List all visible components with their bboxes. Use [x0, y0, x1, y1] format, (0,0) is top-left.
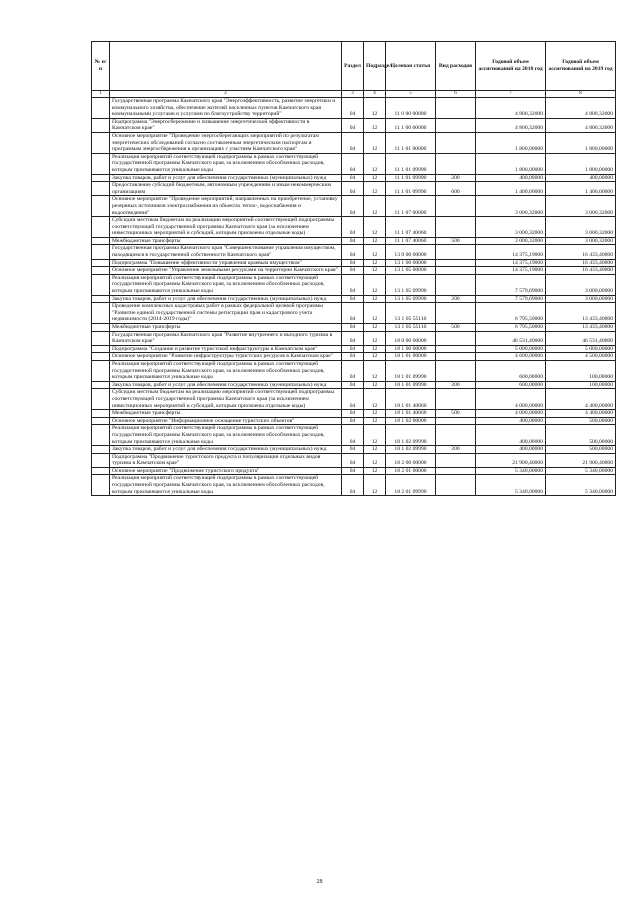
cell-subsection: 12 [364, 475, 386, 496]
cell-section: 04 [342, 417, 364, 425]
cell-name: Межбюджетные трансферты [110, 410, 342, 418]
cell-subsection: 12 [364, 381, 386, 389]
cell-row-number [92, 389, 110, 410]
table-row [92, 331, 616, 345]
cell-expense-type [436, 467, 476, 475]
cell-expense-type [436, 475, 476, 496]
cell-row-number [92, 217, 110, 238]
table-row [92, 475, 616, 496]
cell-subsection: 12 [364, 446, 386, 454]
cell-section: 04 [342, 381, 364, 389]
cell-row-number [92, 245, 110, 259]
cell-row-number [92, 174, 110, 182]
column-number: 6 [436, 91, 476, 98]
cell-amount-2018: 21 900,40000 [476, 453, 546, 467]
cell-row-number [92, 467, 110, 475]
cell-amount-2018: 7 579,69000 [476, 295, 546, 303]
column-number: 3 [342, 91, 364, 98]
cell-section: 04 [342, 389, 364, 410]
column-number: 8 [546, 91, 616, 98]
cell-amount-2018: 1 800,00000 [476, 132, 546, 153]
table-row [92, 217, 616, 238]
cell-row-number [92, 324, 110, 332]
cell-target-article: 11 1 01 09990 [386, 174, 436, 182]
cell-amount-2018: 400,00000 [476, 425, 546, 446]
cell-amount-2019: 46 531,40000 [546, 331, 616, 345]
cell-expense-type [436, 353, 476, 361]
cell-section: 04 [342, 353, 364, 361]
cell-amount-2019: 4 400,00000 [546, 389, 616, 410]
cell-expense-type [436, 331, 476, 345]
cell-name: Субсидии местным бюджетам на реализацию мероприятий соответствующей подпрограммы соответствующей государственной программы Камчатского края (за исключением инвестиционных мероприятий и субсидий, которым присвоены отдельные коды) [110, 217, 342, 238]
cell-row-number [92, 381, 110, 389]
cell-name: Реализация мероприятий соответствующей подпрограммы в рамках соответствующей государственной программы Камчатского края, за исключением обособленных расходов, которым присваиваются уникальные коды [110, 274, 342, 295]
cell-amount-2018: 3 000,32000 [476, 196, 546, 217]
cell-target-article: 18 2 01 09990 [386, 475, 436, 496]
cell-amount-2018: 1 400,00000 [476, 182, 546, 196]
table-row [92, 345, 616, 353]
cell-amount-2019: 1 400,00000 [546, 182, 616, 196]
cell-amount-2019: 1 800,00000 [546, 132, 616, 153]
cell-row-number [92, 303, 110, 324]
cell-row-number [92, 274, 110, 295]
cell-amount-2019: 16 433,40000 [546, 259, 616, 267]
table-row [92, 353, 616, 361]
cell-name: Реализация мероприятий соответствующей подпрограммы в рамках соответствующей государственной программы Камчатского края, за исключением обособленных расходов, которым присваиваются уникальные коды [110, 475, 342, 496]
cell-row-number [92, 182, 110, 196]
cell-name: Основное мероприятие "Проведение энергосберегающих мероприятий по результатам энергетических обследований согласно составленным энергетическим паспортам и программам энергосбережения в организациях с участием Камчатского края" [110, 132, 342, 153]
cell-expense-type [436, 303, 476, 324]
cell-section: 04 [342, 245, 364, 259]
cell-expense-type [436, 267, 476, 275]
table-row [92, 453, 616, 467]
cell-name: Государственная программа Камчатского края "Энергоэффективность, развитие энергетики и коммунального хозяйства, обеспечение жителей населенных пунктов Камчатского края коммунальными услугами и услугами по благоустройству территорий" [110, 98, 342, 119]
cell-subsection: 12 [364, 98, 386, 119]
cell-amount-2019: 4 800,32000 [546, 98, 616, 119]
header-target-article: Целевая статья [386, 42, 436, 91]
cell-amount-2019: 500,00000 [546, 417, 616, 425]
table-row [92, 237, 616, 245]
cell-amount-2019: 100,00000 [546, 360, 616, 381]
cell-section: 04 [342, 446, 364, 454]
cell-target-article: 18 1 01 40060 [386, 410, 436, 418]
cell-amount-2018: 6 795,50000 [476, 303, 546, 324]
cell-section: 04 [342, 237, 364, 245]
cell-amount-2018: 14 375,19000 [476, 259, 546, 267]
cell-row-number [92, 360, 110, 381]
cell-name: Основное мероприятие "Информационное оснащение туристских объектов" [110, 417, 342, 425]
cell-section: 04 [342, 174, 364, 182]
cell-expense-type [436, 98, 476, 119]
cell-row-number [92, 417, 110, 425]
cell-subsection: 12 [364, 425, 386, 446]
cell-subsection: 12 [364, 267, 386, 275]
cell-target-article: 18 1 01 40060 [386, 389, 436, 410]
cell-amount-2018: 4 000,00000 [476, 410, 546, 418]
column-number: 4 [364, 91, 386, 98]
cell-amount-2019: 5 000,00000 [546, 345, 616, 353]
cell-expense-type [436, 274, 476, 295]
cell-amount-2018: 600,00000 [476, 381, 546, 389]
cell-expense-type [436, 345, 476, 353]
cell-amount-2018: 5 000,00000 [476, 345, 546, 353]
cell-subsection: 12 [364, 132, 386, 153]
cell-amount-2019: 400,00000 [546, 174, 616, 182]
cell-name: Подпрограмма "Повышение эффективности управления краевым имуществом" [110, 259, 342, 267]
cell-target-article: 18 1 01 09990 [386, 381, 436, 389]
cell-amount-2019: 3 000,00000 [546, 274, 616, 295]
cell-section: 04 [342, 303, 364, 324]
cell-expense-type: 600 [436, 182, 476, 196]
cell-target-article: 11 1 07 40060 [386, 217, 436, 238]
cell-section: 04 [342, 274, 364, 295]
cell-section: 04 [342, 324, 364, 332]
cell-name: Проведение комплексных кадастровых работ в рамках федеральной целевой программы "Развитие единой государственной системы регистрации прав и кадастрового учета недвижимости (2014-2019 годы)" [110, 303, 342, 324]
cell-name: Закупка товаров, работ и услуг для обеспечения государственных (муниципальных) нужд [110, 446, 342, 454]
cell-amount-2018: 400,00000 [476, 174, 546, 182]
cell-target-article: 18 1 02 09990 [386, 446, 436, 454]
cell-row-number [92, 331, 110, 345]
table-row [92, 259, 616, 267]
cell-row-number [92, 353, 110, 361]
cell-subsection: 12 [364, 467, 386, 475]
cell-expense-type: 200 [436, 295, 476, 303]
cell-row-number [92, 345, 110, 353]
cell-amount-2019: 100,00000 [546, 381, 616, 389]
cell-amount-2018: 14 375,19000 [476, 245, 546, 259]
table-row [92, 381, 616, 389]
cell-target-article: 13 1 05 09990 [386, 274, 436, 295]
table-row [92, 360, 616, 381]
cell-amount-2019: 3 000,32000 [546, 217, 616, 238]
table-row [92, 295, 616, 303]
cell-section: 04 [342, 118, 364, 132]
cell-target-article: 11 1 00 00000 [386, 118, 436, 132]
cell-expense-type [436, 425, 476, 446]
cell-amount-2019: 5 340,00000 [546, 475, 616, 496]
cell-subsection: 12 [364, 153, 386, 174]
cell-expense-type: 200 [436, 174, 476, 182]
header-section: Раздел [342, 42, 364, 91]
cell-amount-2019: 500,00000 [546, 425, 616, 446]
cell-amount-2018: 1 800,00000 [476, 153, 546, 174]
cell-expense-type: 200 [436, 381, 476, 389]
cell-amount-2019: 13 433,40000 [546, 324, 616, 332]
cell-target-article: 13 1 00 00000 [386, 259, 436, 267]
cell-amount-2018: 3 000,32000 [476, 237, 546, 245]
cell-amount-2019: 3 000,32000 [546, 196, 616, 217]
cell-name: Основное мероприятие "Продвижение туристского продукта" [110, 467, 342, 475]
cell-amount-2019: 1 800,00000 [546, 153, 616, 174]
header-row-number: № п/п [92, 42, 110, 91]
cell-name: Подпрограмма "Продвижение туристского продукта и популяризация отдельных видов туризма в Камчатском крае" [110, 453, 342, 467]
cell-section: 04 [342, 360, 364, 381]
cell-target-article: 11 1 01 09990 [386, 182, 436, 196]
cell-section: 04 [342, 267, 364, 275]
table-row [92, 467, 616, 475]
table-row [92, 153, 616, 174]
table-row [92, 417, 616, 425]
cell-section: 04 [342, 475, 364, 496]
cell-expense-type [436, 118, 476, 132]
cell-subsection: 12 [364, 237, 386, 245]
cell-name: Реализация мероприятий соответствующей подпрограммы в рамках соответствующей государственной программы Камчатского края, за исключением обособленных расходов, которым присваиваются уникальные коды [110, 425, 342, 446]
cell-target-article: 18 2 00 00000 [386, 453, 436, 467]
cell-subsection: 12 [364, 118, 386, 132]
table-row [92, 274, 616, 295]
cell-target-article: 11 1 07 00000 [386, 196, 436, 217]
cell-target-article: 18 1 00 00000 [386, 345, 436, 353]
column-number: 5 [386, 91, 436, 98]
cell-amount-2019: 4 800,32000 [546, 118, 616, 132]
cell-name: Межбюджетные трансферты [110, 237, 342, 245]
cell-amount-2018: 5 340,00000 [476, 467, 546, 475]
cell-amount-2018: 4 800,32000 [476, 118, 546, 132]
cell-expense-type [436, 245, 476, 259]
table-row [92, 132, 616, 153]
cell-amount-2019: 16 433,40000 [546, 267, 616, 275]
cell-expense-type [436, 153, 476, 174]
cell-name: Подпрограмма "Энергосбережение и повышение энергетической эффективности в Камчатском крае" [110, 118, 342, 132]
cell-subsection: 12 [364, 353, 386, 361]
cell-section: 04 [342, 295, 364, 303]
cell-target-article: 13 1 05 55110 [386, 324, 436, 332]
cell-expense-type: 500 [436, 237, 476, 245]
cell-target-article: 13 1 05 55110 [386, 303, 436, 324]
cell-expense-type [436, 259, 476, 267]
cell-target-article: 13 0 00 00000 [386, 245, 436, 259]
cell-subsection: 12 [364, 259, 386, 267]
table-row [92, 245, 616, 259]
cell-section: 04 [342, 259, 364, 267]
table-row [92, 267, 616, 275]
cell-subsection: 12 [364, 182, 386, 196]
cell-amount-2018: 46 531,40000 [476, 331, 546, 345]
page-number: 28 [316, 879, 323, 885]
table-row [92, 410, 616, 418]
cell-name: Основное мероприятие "Проведение мероприятий, направленных на приобретение, установку резервных источников электроснабжения на объектах тепло-, водоснабжения и водоотведения" [110, 196, 342, 217]
cell-expense-type [436, 360, 476, 381]
table-row [92, 174, 616, 182]
cell-subsection: 12 [364, 217, 386, 238]
cell-name: Основное мероприятие "Управление земельными ресурсами на территории Камчатского края" [110, 267, 342, 275]
cell-name: Закупка товаров, работ и услуг для обеспечения государственных (муниципальных) нужд [110, 381, 342, 389]
cell-amount-2019: 500,00000 [546, 446, 616, 454]
cell-subsection: 12 [364, 245, 386, 259]
cell-target-article: 18 1 02 09990 [386, 425, 436, 446]
cell-amount-2018: 4 600,00000 [476, 353, 546, 361]
cell-amount-2018: 14 375,19000 [476, 267, 546, 275]
table-row [92, 98, 616, 119]
cell-amount-2019: 21 900,40000 [546, 453, 616, 467]
cell-expense-type: 200 [436, 446, 476, 454]
cell-subsection: 12 [364, 331, 386, 345]
column-number-row [92, 91, 616, 98]
cell-amount-2018: 600,00000 [476, 360, 546, 381]
cell-target-article: 11 1 01 00000 [386, 132, 436, 153]
cell-section: 04 [342, 345, 364, 353]
cell-row-number [92, 453, 110, 467]
table-header-row [92, 42, 616, 91]
cell-subsection: 12 [364, 174, 386, 182]
cell-name: Подпрограмма "Создание и развитие туристской инфраструктуры в Камчатском крае" [110, 345, 342, 353]
header-subsection: Подраздел [364, 42, 386, 91]
cell-row-number [92, 153, 110, 174]
cell-name: Закупка товаров, работ и услуг для обеспечения государственных (муниципальных) нужд [110, 295, 342, 303]
cell-amount-2019: 16 433,40000 [546, 245, 616, 259]
cell-row-number [92, 196, 110, 217]
table-row [92, 182, 616, 196]
table-row [92, 446, 616, 454]
cell-target-article: 11 1 07 40060 [386, 237, 436, 245]
cell-row-number [92, 410, 110, 418]
cell-expense-type [436, 417, 476, 425]
cell-name: Реализация мероприятий соответствующей подпрограммы в рамках соответствующей государственной программы Камчатского края, за исключением обособленных расходов, которым присваиваются уникальные коды [110, 360, 342, 381]
cell-amount-2019: 5 340,00000 [546, 467, 616, 475]
cell-section: 04 [342, 410, 364, 418]
cell-name: Межбюджетные трансферты [110, 324, 342, 332]
table-row [92, 118, 616, 132]
cell-amount-2018: 4 800,32000 [476, 98, 546, 119]
cell-amount-2018: 5 340,00000 [476, 475, 546, 496]
cell-amount-2018: 7 579,69000 [476, 274, 546, 295]
cell-target-article: 11 0 00 00000 [386, 98, 436, 119]
cell-target-article: 18 2 01 00000 [386, 467, 436, 475]
cell-row-number [92, 118, 110, 132]
cell-subsection: 12 [364, 295, 386, 303]
cell-expense-type [436, 453, 476, 467]
cell-section: 04 [342, 425, 364, 446]
cell-section: 04 [342, 331, 364, 345]
cell-subsection: 12 [364, 417, 386, 425]
cell-row-number [92, 425, 110, 446]
table-row [92, 324, 616, 332]
cell-row-number [92, 237, 110, 245]
cell-amount-2018: 6 795,50000 [476, 324, 546, 332]
cell-subsection: 12 [364, 360, 386, 381]
cell-name: Предоставление субсидий бюджетным, автономным учреждениям и иным некоммерческим организациям [110, 182, 342, 196]
cell-amount-2019: 4 400,00000 [546, 410, 616, 418]
cell-row-number [92, 132, 110, 153]
cell-row-number [92, 446, 110, 454]
cell-target-article: 18 1 01 00000 [386, 353, 436, 361]
cell-amount-2019: 3 000,32000 [546, 237, 616, 245]
header-amount-2019: Годовой объем ассигнований на 2019 год [546, 42, 616, 91]
cell-section: 04 [342, 196, 364, 217]
cell-amount-2019: 13 433,40000 [546, 303, 616, 324]
cell-amount-2019: 3 000,00000 [546, 295, 616, 303]
cell-row-number [92, 98, 110, 119]
cell-section: 04 [342, 217, 364, 238]
cell-amount-2018: 400,00000 [476, 446, 546, 454]
table-row [92, 303, 616, 324]
table-row [92, 196, 616, 217]
cell-subsection: 12 [364, 324, 386, 332]
cell-target-article: 18 1 02 00000 [386, 417, 436, 425]
cell-row-number [92, 259, 110, 267]
cell-subsection: 12 [364, 410, 386, 418]
table-row [92, 389, 616, 410]
column-number: 2 [110, 91, 342, 98]
cell-subsection: 12 [364, 303, 386, 324]
cell-amount-2018: 400,00000 [476, 417, 546, 425]
cell-section: 04 [342, 153, 364, 174]
cell-row-number [92, 295, 110, 303]
cell-expense-type [436, 196, 476, 217]
column-number: 1 [92, 91, 110, 98]
cell-target-article: 13 1 05 09990 [386, 295, 436, 303]
cell-target-article: 18 1 01 09990 [386, 360, 436, 381]
table-row [92, 425, 616, 446]
cell-row-number [92, 267, 110, 275]
cell-subsection: 12 [364, 196, 386, 217]
cell-row-number [92, 475, 110, 496]
header-name [110, 42, 342, 91]
budget-allocation-table [91, 41, 616, 496]
cell-section: 04 [342, 467, 364, 475]
cell-name: Субсидии местным бюджетам на реализацию мероприятий соответствующей подпрограммы соответствующей государственной программы Камчатского края (за исключением инвестиционных мероприятий и субсидий, которым присвоены отдельные коды) [110, 389, 342, 410]
cell-expense-type [436, 389, 476, 410]
cell-name: Реализация мероприятий соответствующей подпрограммы в рамках соответствующей государственной программы Камчатского края, за исключением обособленных расходов, которым присваиваются уникальные коды [110, 153, 342, 174]
cell-expense-type [436, 217, 476, 238]
header-expense-type: Вид расходов [436, 42, 476, 91]
cell-name: Государственная программа Камчатского края "Совершенствование управления имуществом, находящимся в государственной собственности Камчатского края" [110, 245, 342, 259]
cell-amount-2019: 4 500,00000 [546, 353, 616, 361]
table-body [92, 98, 616, 496]
cell-name: Государственная программа Камчатского края "Развитие внутреннего и въездного туризма в Камчатском крае" [110, 331, 342, 345]
cell-target-article: 13 1 05 00000 [386, 267, 436, 275]
cell-target-article: 18 0 00 00000 [386, 331, 436, 345]
cell-target-article: 11 1 01 09990 [386, 153, 436, 174]
cell-expense-type: 500 [436, 410, 476, 418]
cell-subsection: 12 [364, 453, 386, 467]
cell-section: 04 [342, 98, 364, 119]
cell-expense-type: 500 [436, 324, 476, 332]
cell-amount-2018: 4 000,00000 [476, 389, 546, 410]
cell-section: 04 [342, 453, 364, 467]
header-amount-2018: Годовой объем ассигнований на 2018 год [476, 42, 546, 91]
cell-subsection: 12 [364, 274, 386, 295]
cell-subsection: 12 [364, 345, 386, 353]
cell-section: 04 [342, 132, 364, 153]
cell-subsection: 12 [364, 389, 386, 410]
cell-section: 04 [342, 182, 364, 196]
cell-name: Закупка товаров, работ и услуг для обеспечения государственных (муниципальных) нужд [110, 174, 342, 182]
column-number: 7 [476, 91, 546, 98]
cell-expense-type [436, 132, 476, 153]
cell-amount-2018: 3 000,32000 [476, 217, 546, 238]
cell-name: Основное мероприятие "Развитие инфраструктуры туристских ресурсов в Камчатском крае" [110, 353, 342, 361]
